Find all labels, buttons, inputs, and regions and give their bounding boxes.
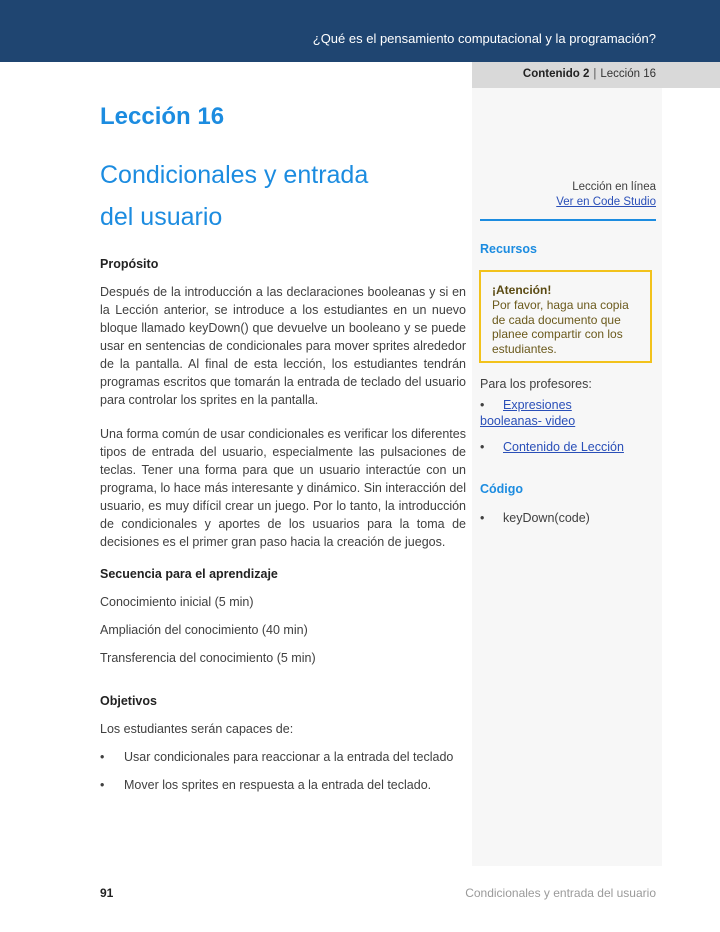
bullet-icon: • — [480, 440, 485, 454]
purpose-paragraph-2: Una forma común de usar condicionales es verificar los diferentes tipos de entrada del usuario, especialmente las pulsaciones de teclas. Tener una forma para que un usuario interactúe con un programa, lo hace más interesante y dinámico. Sin interacción del usuario, es muy difícil crear un juego. Por lo tanto, la introducción de condicionales y aportes de los usuarios para la toma de decisiones es el primer gran paso hacia la creación de juegos. — [100, 427, 466, 549]
purpose-heading: Propósito — [100, 257, 159, 271]
lesson-title-line-2: del usuario — [100, 203, 223, 231]
code-studio-link[interactable]: Ver en Code Studio — [556, 196, 656, 208]
bullet-icon: • — [100, 750, 105, 764]
teachers-label: Para los profesores: — [480, 377, 592, 391]
boolean-expressions-video-link[interactable]: Expresiones — [503, 398, 572, 412]
boolean-expressions-video-link-cont[interactable]: booleanas- video — [480, 414, 576, 428]
lesson-number: Lección 16 — [100, 103, 225, 130]
page-header — [0, 0, 720, 62]
bullet-icon: • — [480, 511, 485, 525]
sequence-item: Transferencia del conocimiento (5 min) — [100, 651, 316, 665]
bullet-icon: • — [480, 398, 485, 412]
page-number: 91 — [100, 886, 114, 900]
sidebar-divider — [480, 219, 656, 221]
sequence-item: Ampliación del conocimiento (40 min) — [100, 623, 308, 637]
attention-title: ¡Atención! — [492, 283, 552, 297]
footer-title: Condicionales y entrada del usuario — [465, 886, 656, 900]
attention-body: Por favor, haga una copia de cada documento que planee compartir con los estudiantes. — [492, 298, 629, 356]
purpose-paragraph-1: Después de la introducción a las declaraciones booleanas y si en la Lección anterior, se introduce a los estudiantes en un nuevo bloque llamado keyDown() que devuelve un booleano y se puede usar en sentencias de condicionales para mover sprites alrededor de la pantalla. Al final de esta lección, los estudiantes tendrán programas escritos que tomarán la entrada de teclado del usuario para controlar los sprites en la pantalla. — [100, 285, 466, 407]
objectives-heading: Objetivos — [100, 694, 157, 708]
unit-title: ¿Qué es el pensamiento computacional y la programación? — [312, 31, 656, 46]
attention-box — [479, 270, 652, 363]
lesson-title — [100, 154, 460, 238]
breadcrumb-separator: | — [593, 68, 597, 80]
bullet-icon: • — [100, 778, 105, 792]
breadcrumb-lesson: Lección 16 — [600, 68, 656, 80]
objective-item: • Mover los sprites en respuesta a la entrada del teclado. — [100, 778, 432, 792]
code-heading: Código — [480, 482, 524, 496]
breadcrumb — [523, 68, 656, 80]
resource-item — [480, 439, 624, 455]
sequence-heading: Secuencia para el aprendizaje — [100, 567, 278, 581]
lesson-content-link[interactable]: Contenido de Lección — [503, 440, 624, 454]
objective-item: • Usar condicionales para reaccionar a la entrada del teclado — [100, 750, 454, 764]
breadcrumb-bar — [472, 62, 720, 88]
breadcrumb-content: Contenido 2 — [522, 68, 590, 80]
objectives-intro: Los estudiantes serán capaces de: — [100, 722, 294, 736]
code-item: • keyDown(code) — [480, 511, 590, 525]
resource-item — [480, 397, 575, 429]
resources-heading: Recursos — [480, 242, 537, 256]
online-lesson-label: Lección en línea — [572, 181, 656, 193]
online-lesson — [556, 180, 656, 210]
sequence-item: Conocimiento inicial (5 min) — [100, 595, 254, 609]
lesson-title-line-1: Condicionales y entrada — [100, 161, 369, 189]
